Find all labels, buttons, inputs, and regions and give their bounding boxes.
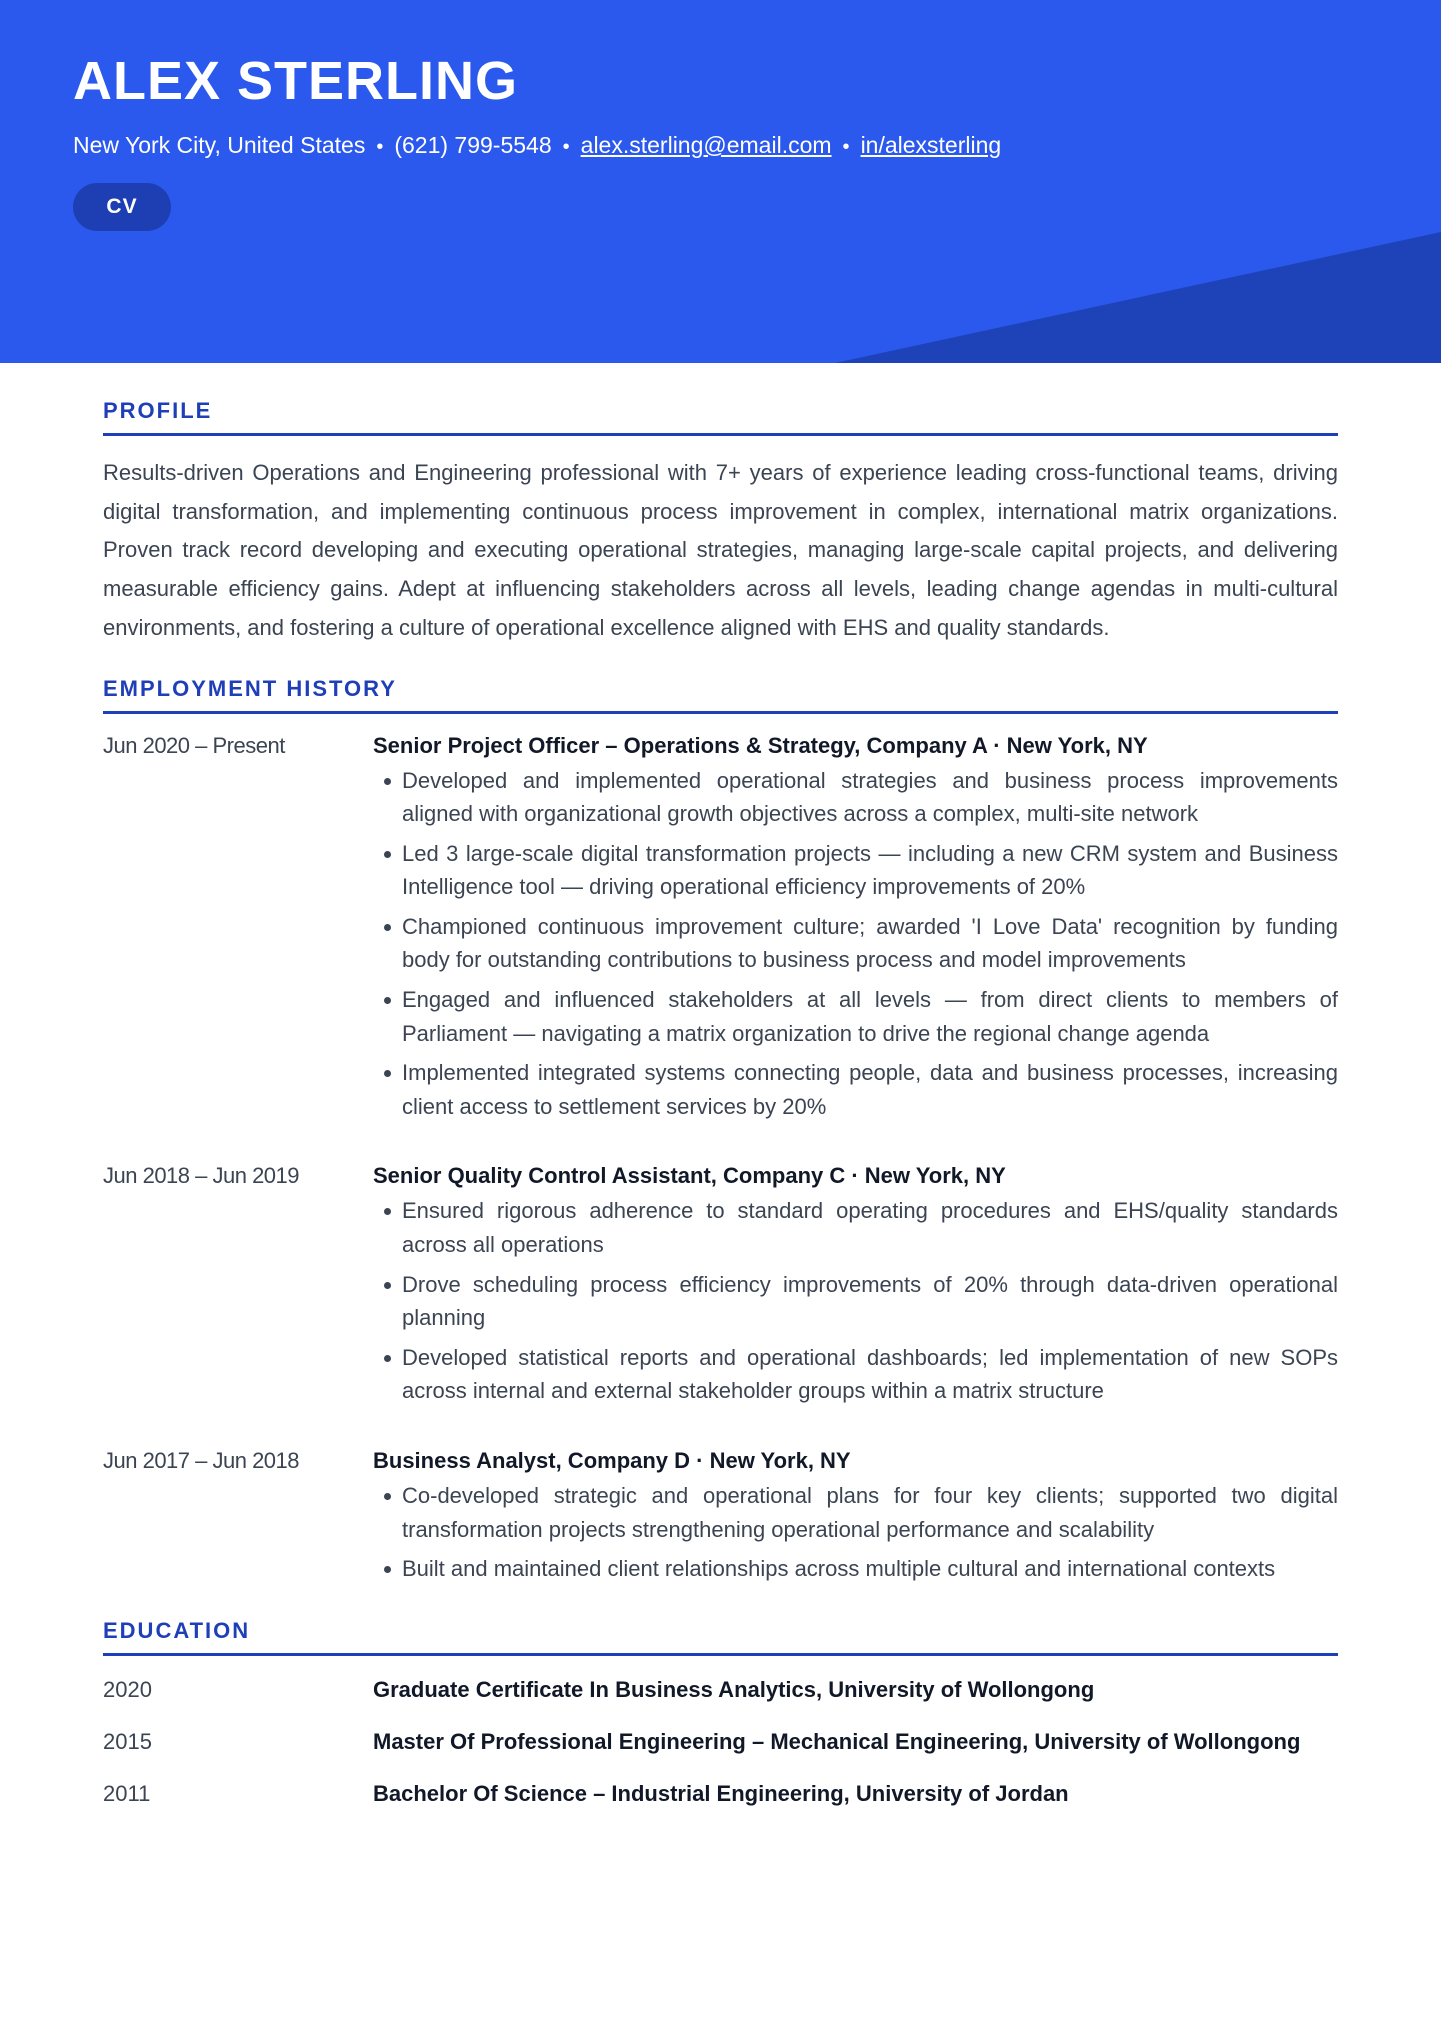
location-text: New York City, United States — [73, 132, 366, 158]
job-bullet: Built and maintained client relationships across multiple cultural and international contexts — [373, 1552, 1338, 1586]
job-bullet: Engaged and influenced stakeholders at all levels — from direct clients to members of Parliament — navigating a matrix organization to drive the regional change agenda — [373, 983, 1338, 1050]
job-bullet: Developed statistical reports and operational dashboards; led implementation of new SOPs across internal and external stakeholder groups within a matrix structure — [373, 1341, 1338, 1408]
bullet-separator: • — [562, 136, 570, 158]
job-details — [373, 1162, 1338, 1414]
job-bullet: Implemented integrated systems connecting people, data and business processes, increasing client access to settlement services by 20% — [373, 1056, 1338, 1123]
resume-body — [103, 398, 1338, 1808]
education-entry — [103, 1780, 1338, 1808]
job-bullet-list — [373, 1194, 1338, 1408]
email-link[interactable]: alex.sterling@email.com — [580, 132, 832, 158]
education-degree: Graduate Certificate In Business Analytics, University of Wollongong — [373, 1676, 1095, 1702]
education-section — [103, 1618, 1338, 1808]
job-bullet-list — [373, 764, 1338, 1124]
education-year: 2020 — [103, 1676, 152, 1702]
job-entry — [103, 1447, 1338, 1592]
job-entry — [103, 732, 1338, 1130]
job-bullet: Developed and implemented operational strategies and business process improvements aligned with organizational growth objectives across a complex, multi-site network — [373, 764, 1338, 831]
education-degree: Master Of Professional Engineering – Mechanical Engineering, University of Wollongong — [373, 1728, 1301, 1754]
contact-line — [73, 132, 1001, 159]
job-bullet-list — [373, 1479, 1338, 1586]
candidate-name: ALEX STERLING — [73, 51, 519, 111]
bullet-separator: • — [376, 136, 384, 158]
resume-header — [0, 0, 1441, 363]
job-dates: Jun 2017 – Jun 2018 — [103, 1448, 300, 1474]
job-bullet: Ensured rigorous adherence to standard operating procedures and EHS/quality standards across all operations — [373, 1194, 1338, 1261]
job-title: Senior Quality Control Assistant, Company C · New York, NY — [373, 1163, 1006, 1189]
job-title: Senior Project Officer – Operations & Strategy, Company A · New York, NY — [373, 732, 1148, 758]
job-bullet: Drove scheduling process efficiency improvements of 20% through data-driven operational planning — [373, 1268, 1338, 1335]
job-bullet: Co-developed strategic and operational plans for four key clients; supported two digital transformation projects strengthening operational performance and scalability — [373, 1479, 1338, 1546]
job-dates: Jun 2018 – Jun 2019 — [103, 1163, 300, 1189]
cv-badge: CV — [73, 183, 171, 231]
bullet-separator: • — [842, 136, 850, 158]
section-title-education: EDUCATION — [103, 1618, 1338, 1656]
section-title-profile: PROFILE — [103, 398, 1338, 436]
linkedin-link[interactable]: in/alexsterling — [860, 132, 1002, 158]
education-year: 2015 — [103, 1728, 152, 1754]
phone-text: (621) 799-5548 — [394, 132, 552, 158]
education-year: 2011 — [103, 1780, 151, 1806]
job-details — [373, 732, 1338, 1130]
job-bullet: Championed continuous improvement culture; awarded 'I Love Data' recognition by funding body for outstanding contributions to business process and model improvements — [373, 910, 1338, 977]
job-bullet: Led 3 large-scale digital transformation projects — including a new CRM system and Business Intelligence tool — driving operational efficiency improvements of 20% — [373, 837, 1338, 904]
education-entry — [103, 1676, 1338, 1704]
profile-section — [103, 398, 1338, 648]
section-title-employment: EMPLOYMENT HISTORY — [103, 676, 1338, 714]
employment-section — [103, 676, 1338, 1592]
education-entry — [103, 1728, 1338, 1756]
job-title: Business Analyst, Company D · New York, NY — [373, 1448, 851, 1474]
job-dates: Jun 2020 – Present — [103, 732, 285, 758]
job-entry — [103, 1162, 1338, 1414]
profile-summary: Results-driven Operations and Engineering professional with 7+ years of experience leading cross-functional teams, driving digital transformation, and implementing continuous process improvement in complex, international matrix organizations. Proven track record developing and executing operational strategies, managing large-scale capital projects, and delivering measurable efficiency gains. Adept at influencing stakeholders across all levels, leading change agendas in multi-cultural environments, and fostering a culture of operational excellence aligned with EHS and quality standards. — [103, 460, 1338, 640]
job-details — [373, 1447, 1338, 1592]
education-degree: Bachelor Of Science – Industrial Engineering, University of Jordan — [373, 1780, 1069, 1806]
